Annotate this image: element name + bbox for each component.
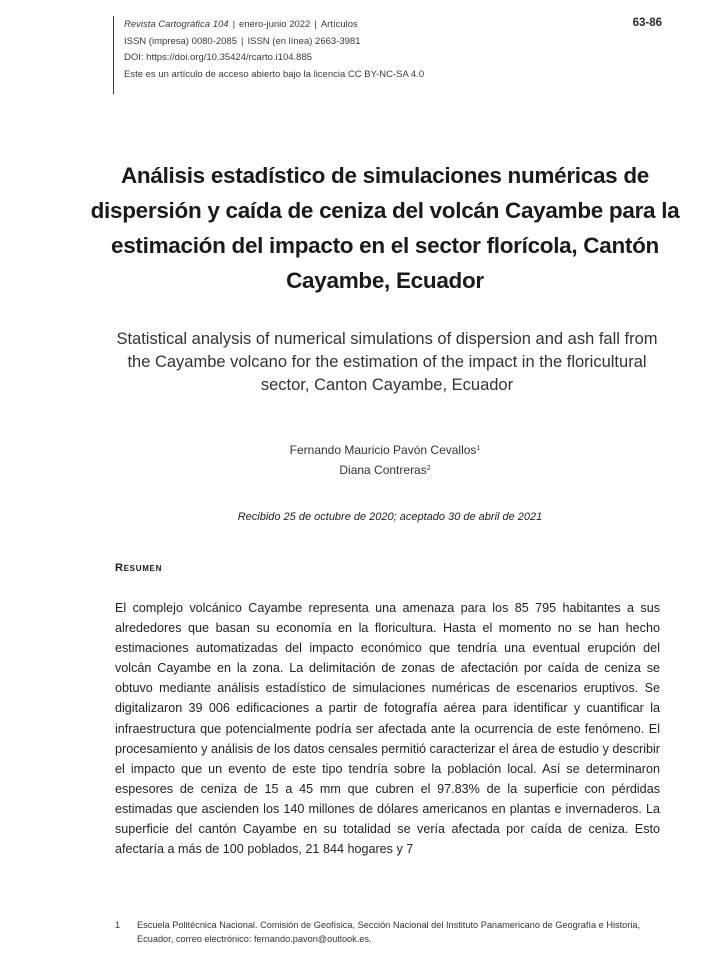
author-footnote-mark[interactable]: 2 bbox=[426, 465, 431, 472]
journal-name: Revista Cartográfica 104 bbox=[124, 19, 229, 30]
header-separator: | bbox=[314, 19, 317, 30]
author-1 bbox=[200, 440, 570, 460]
issn-online: ISSN (en línea) 2663-3981 bbox=[247, 35, 361, 47]
journal-section: Artículos bbox=[320, 19, 358, 30]
author-footnote-mark[interactable]: 1 bbox=[476, 445, 481, 452]
page-range: 63-86 bbox=[632, 17, 662, 29]
received-accepted-dates: Recibido 25 de octubre de 2020; aceptado 30 de abril de 2021 bbox=[237, 511, 543, 523]
abstract-heading: Resumen bbox=[115, 562, 163, 574]
author-name: Diana Contreras bbox=[339, 463, 427, 477]
doi-link[interactable]: DOI: https://doi.org/10.35424/rcarto.i104.885 bbox=[124, 52, 313, 63]
footnote-text: Escuela Politécnica Nacional. Comisión de Geofísica, Sección Nacional del Instituto Panamericano de Geografía e Historia, Ecuador, correo electrónico: fernando.pavon@outlook.es. bbox=[137, 920, 641, 944]
author-2 bbox=[200, 460, 570, 480]
footnote-mark: 1 bbox=[115, 920, 121, 930]
header-vertical-rule bbox=[113, 16, 114, 94]
issn-line bbox=[124, 34, 584, 51]
article-title-spanish: Análisis estadístico de simulaciones numéricas de dispersión y caída de ceniza del volcán Cayambe para la estimación del impacto en el sector florícola, Cantón Cayambe, Ecuador bbox=[90, 163, 680, 293]
author-name: Fernando Mauricio Pavón Cevallos bbox=[289, 443, 477, 457]
journal-header bbox=[124, 17, 584, 83]
article-title-english: Statistical analysis of numerical simulations of dispersion and ash fall from the Cayambe volcano for the estimation of the impact in the floricultural sector, Canton Cayambe, Ecuador bbox=[116, 330, 658, 394]
journal-citation-line bbox=[124, 17, 584, 34]
abstract-body: El complejo volcánico Cayambe representa una amenaza para los 85 795 habitantes a sus alrededores que basan su economía en la floricultura. Hasta el momento no se han hecho estimaciones automatizadas del impacto económico que tendría una eventual erupción del volcán Cayambe en la zona. La delimitación de zonas de afectación por caída de ceniza se obtuvo mediante análisis estadístico de simulaciones numéricas de escenarios eruptivos. Se digitalizaron 39 006 edificaciones a partir de fotografía aérea para identificar y cuantificar la infraestructura que potencialmente podría ser afectada ante la ocurrencia de este fenómeno. El procesamiento y análisis de los datos censales permitió caracterizar el área de estudio y describir el impacto que un evento de este tipo tendría sobre la población local. Así se determinaron espesores de ceniza de 15 a 45 mm que cubren el 97.83% de la superficie con pérdidas estimadas que ascienden los 140 millones de dólares americanos en plantas e invernaderos. La superficie del cantón Cayambe en su totalidad se vería afectada por caída de ceniza. Esto afectaría a más de 100 poblados, 21 844 hogares y 7 bbox=[115, 601, 660, 857]
footnote bbox=[115, 918, 660, 946]
author-list bbox=[200, 440, 570, 480]
header-separator: | bbox=[241, 35, 244, 47]
journal-issue: enero-junio 2022 bbox=[239, 19, 311, 30]
header-separator: | bbox=[232, 19, 236, 30]
license-note: Este es un artículo de acceso abierto bajo la licencia CC BY-NC-SA 4.0 bbox=[124, 68, 425, 80]
issn-print: ISSN (impresa) 0080-2085 bbox=[124, 35, 237, 47]
